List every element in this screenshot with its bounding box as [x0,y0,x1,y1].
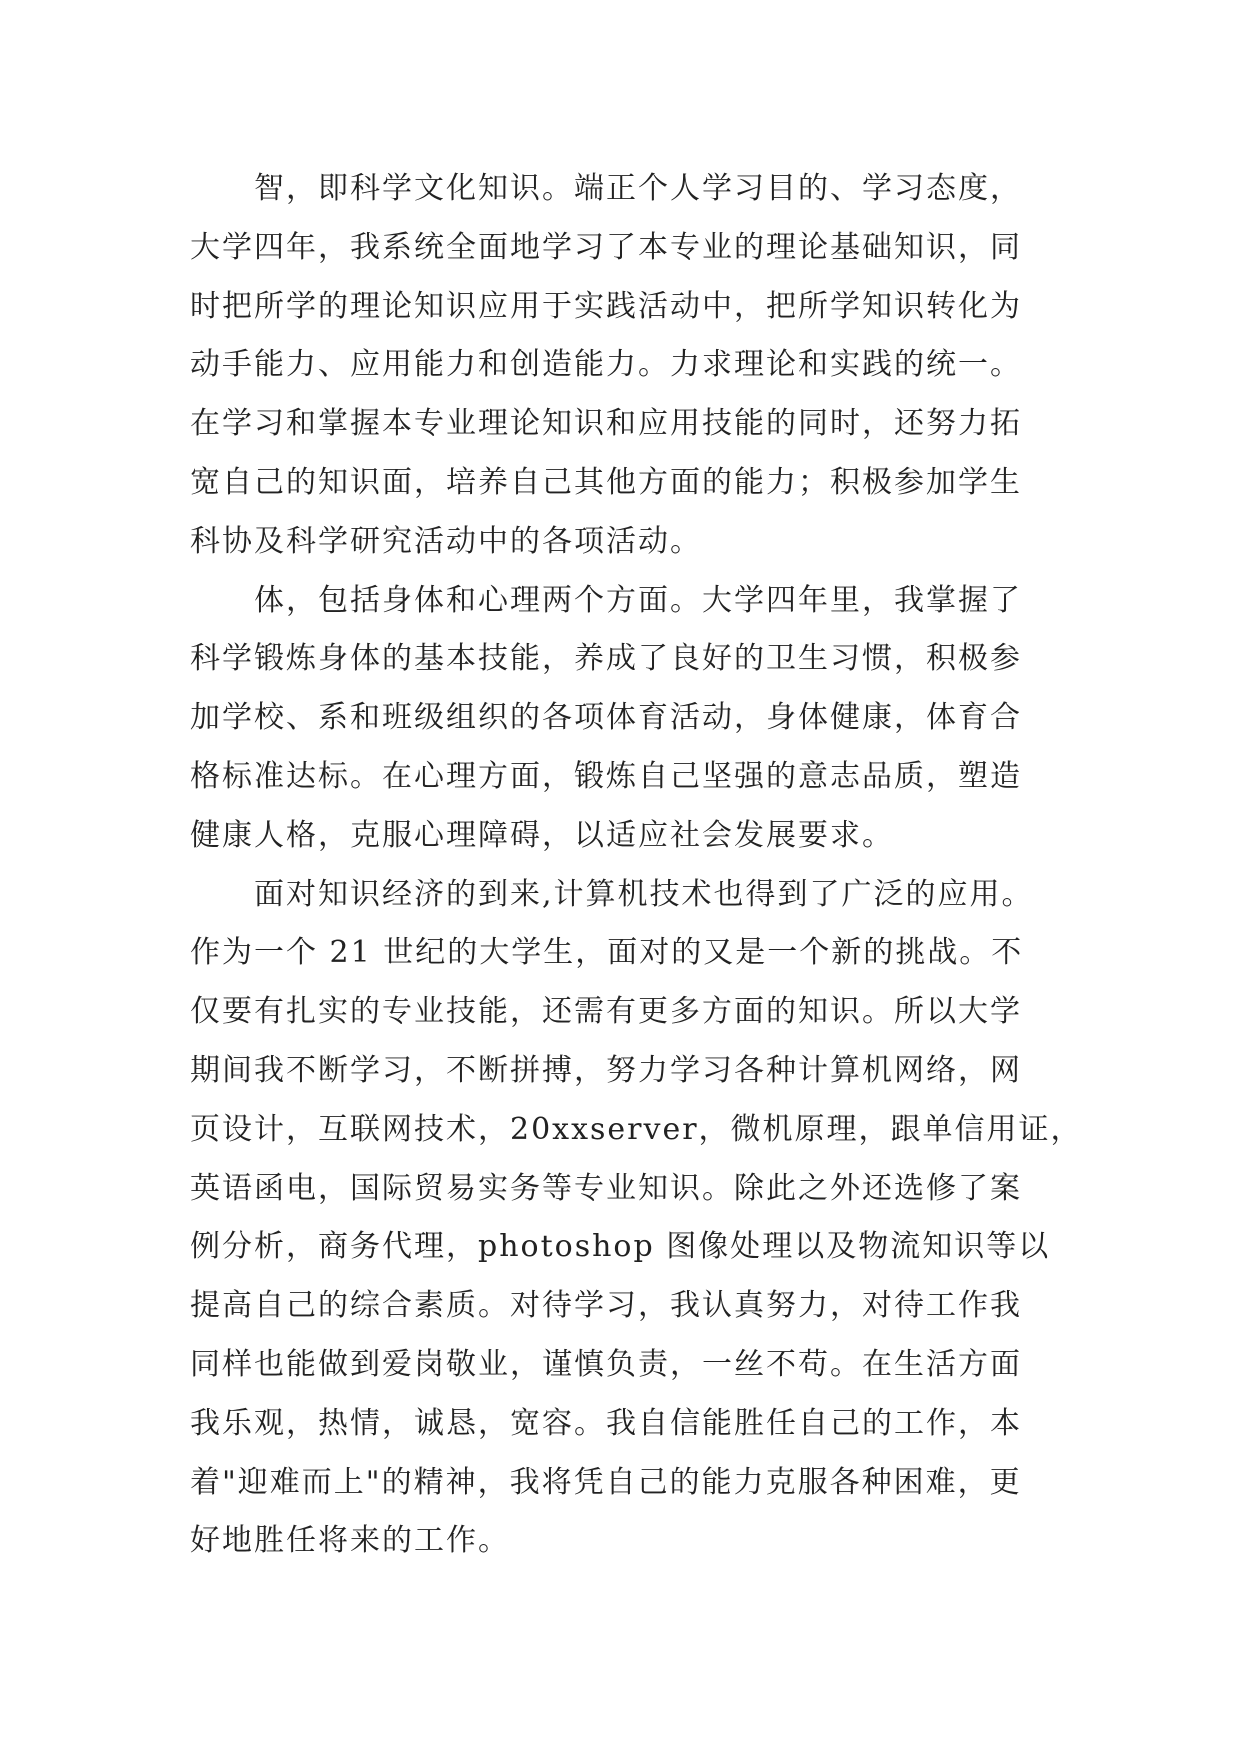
paragraph-1-line-2: 大学四年，我系统全面地学习了本专业的理论基础知识，同 [190,229,1022,265]
paragraph-3-line-5: 页设计，互联网技术，20xxserver，微机原理，跟单信用证， [190,1111,1083,1147]
paragraph-3-line-11: 着"迎难而上"的精神，我将凭自己的能力克服各种困难，更 [190,1464,1022,1500]
paragraph-3-line-8: 提高自己的综合素质。对待学习，我认真努力，对待工作我 [190,1288,1022,1324]
paragraph-1-line-5: 在学习和掌握本专业理论知识和应用技能的同时，还努力拓 [190,406,1022,442]
paragraph-3-line-4: 期间我不断学习，不断拼搏，努力学习各种计算机网络，网 [190,1052,1022,1088]
paragraph-2-line-5: 健康人格，克服心理障碍，以适应社会发展要求。 [190,817,894,853]
paragraph-1-line-4: 动手能力、应用能力和创造能力。力求理论和实践的统一。 [190,347,1022,383]
paragraph-2-line-3: 加学校、系和班级组织的各项体育活动，身体健康，体育合 [190,700,1022,736]
paragraph-2-line-4: 格标准达标。在心理方面，锻炼自己坚强的意志品质，塑造 [190,758,1022,794]
paragraph-2-line-2: 科学锻炼身体的基本技能，养成了良好的卫生习惯，积极参 [190,641,1022,677]
paragraph-2-line-1: 体，包括身体和心理两个方面。大学四年里，我掌握了 [254,582,1022,618]
paragraph-3-line-6: 英语函电，国际贸易实务等专业知识。除此之外还选修了案 [190,1170,1022,1206]
paragraph-3-line-12: 好地胜任将来的工作。 [190,1523,510,1559]
paragraph-3-line-10: 我乐观，热情，诚恳，宽容。我自信能胜任自己的工作，本 [190,1405,1022,1441]
paragraph-3-line-3: 仅要有扎实的专业技能，还需有更多方面的知识。所以大学 [190,994,1022,1030]
paragraph-3-line-7: 例分析，商务代理，photoshop 图像处理以及物流知识等以 [190,1229,1051,1265]
document-body [190,160,1083,1571]
paragraph-3-line-9: 同样也能做到爱岗敬业，谨慎负责，一丝不苟。在生活方面 [190,1346,1022,1382]
paragraph-3-line-2: 作为一个 21 世纪的大学生，面对的又是一个新的挑战。不 [190,935,1024,971]
paragraph-1-line-7: 科协及科学研究活动中的各项活动。 [190,523,702,559]
paragraph-3-line-1: 面对知识经济的到来,计算机技术也得到了广泛的应用。 [254,876,1034,912]
paragraph-1-line-3: 时把所学的理论知识应用于实践活动中，把所学知识转化为 [190,288,1022,324]
paragraph-1-line-6: 宽自己的知识面，培养自己其他方面的能力；积极参加学生 [190,464,1022,500]
paragraph-1-line-1: 智，即科学文化知识。端正个人学习目的、学习态度， [254,171,1022,206]
